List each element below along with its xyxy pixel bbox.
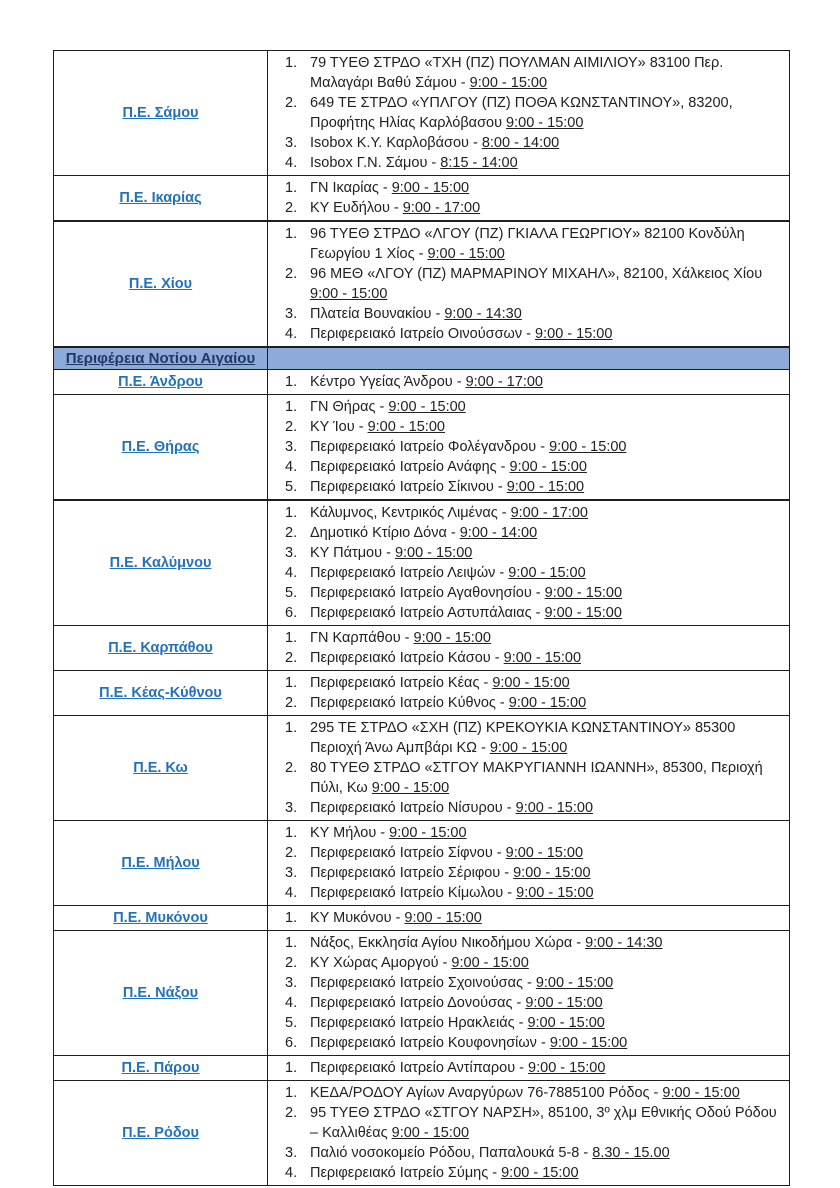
opening-hours: 9:00 - 15:00 [388,399,466,415]
locations-cell [268,821,789,905]
location-text: Περιφερειακό Ιατρείο Σέριφου - [310,865,514,881]
location-text: Περιφερειακό Ιατρείο Ανάφης - [310,459,510,475]
region-row [54,175,789,220]
item-text-wrap [310,417,781,437]
list-item [278,883,781,903]
region-cell [54,222,268,346]
location-text: Περιφερειακό Ιατρείο Σχοινούσας - [310,975,536,991]
item-text-wrap [310,397,781,417]
list-item [278,603,781,623]
list-item [278,823,781,843]
item-text-wrap [310,264,781,304]
location-text: Περιφερειακό Ιατρείο Κίμωλου - [310,885,517,901]
item-number: 3. [285,865,298,881]
item-text-wrap [310,883,781,903]
item-text-wrap [310,93,781,133]
location-text: Περιφερειακό Ιατρείο Αντίπαρου - [310,1060,529,1076]
location-text: Περιφερειακό Ιατρείο Λειψών - [310,565,509,581]
locations-cell [268,671,789,715]
item-text-wrap [310,1103,781,1143]
item-number: 3. [285,975,298,991]
region-link[interactable]: Π.Ε. Ικαρίας [119,189,202,206]
list-item [278,503,781,523]
item-text-wrap [310,224,781,264]
item-number: 5. [285,585,298,601]
location-text: 649 ΤΕ ΣΤΡΔΟ «ΥΠΛΓΟΥ (ΠΖ) ΠΟΘΑ ΚΩΝΣΤΑΝΤΙΝΟΥ», 83200, Προφήτης Ηλίας Καρλόβασου [310,95,733,131]
item-text-wrap [310,543,781,563]
opening-hours: 9:00 - 17:00 [402,200,481,216]
item-number: 1. [285,1060,298,1076]
opening-hours: 9:00 - 15:00 [549,1035,628,1051]
item-number: 3. [285,1145,298,1161]
item-text-wrap [310,673,781,693]
location-text: Περιφερειακό Ιατρείο Κάσου - [310,650,504,666]
opening-hours: 8:15 - 14:00 [440,155,518,171]
location-text: Περιφερειακό Ιατρείο Αστυπάλαιας - [310,605,545,621]
item-text-wrap [310,583,781,603]
item-number: 1. [285,675,298,691]
item-number: 1. [285,825,298,841]
item-number: 3. [285,306,298,322]
region-cell [54,821,268,905]
location-text: ΚΥ Πάτμου - [310,545,395,561]
opening-hours: 9:00 - 15:00 [489,740,568,756]
list-item [278,1013,781,1033]
item-number: 1. [285,399,298,415]
opening-hours: 9:00 - 15:00 [508,695,587,711]
item-text-wrap [310,603,781,623]
item-number: 2. [285,955,298,971]
region-row [54,499,789,625]
item-text-wrap [310,1163,781,1183]
opening-hours: 9:00 - 15:00 [516,885,594,901]
list-item [278,224,781,264]
location-text: Isobox Γ.Ν. Σάμου - [310,155,441,171]
schedule-table [53,50,790,1186]
region-cell [54,395,268,499]
opening-hours: 9:00 - 17:00 [510,505,588,521]
item-number: 1. [285,720,298,736]
list-item [278,648,781,668]
item-number: 2. [285,695,298,711]
list-item [278,993,781,1013]
section-empty-cell [268,348,789,369]
location-text: ΓΝ Θήρας - [310,399,389,415]
region-link[interactable]: Π.Ε. Θήρας [121,438,200,455]
location-text: Περιφερειακό Ιατρείο Αγαθονησίου - [310,585,545,601]
list-item [278,523,781,543]
region-cell [54,1081,268,1185]
item-text-wrap [310,304,781,324]
list-item [278,953,781,973]
list-item [278,718,781,758]
opening-hours: 9:00 - 15:00 [544,605,622,621]
opening-hours: 9:00 - 15:00 [544,585,623,601]
location-text: Περιφερειακό Ιατρείο Νίσυρου - [310,800,516,816]
region-cell [54,671,268,715]
list-item [278,417,781,437]
list-item [278,304,781,324]
region-link[interactable]: Π.Ε. Νάξου [122,984,199,1001]
region-link[interactable]: Π.Ε. Καλύμνου [109,554,212,571]
opening-hours: 9:00 - 15:00 [515,800,594,816]
item-text-wrap [310,178,781,198]
item-number: 3. [285,439,298,455]
item-text-wrap [310,863,781,883]
item-number: 1. [285,935,298,951]
location-text: Περιφερειακό Ιατρείο Κουφονησίων - [310,1035,550,1051]
list-item [278,863,781,883]
section-header-row [54,346,789,369]
opening-hours: 9:00 - 15:00 [513,865,591,881]
location-text: ΚΥ Μυκόνου - [310,910,405,926]
list-item [278,264,781,304]
item-text-wrap [310,523,781,543]
item-text-wrap [310,503,781,523]
opening-hours: 9:00 - 15:00 [451,955,529,971]
item-number: 1. [285,630,298,646]
region-cell [54,716,268,820]
location-text: Περιφερειακό Ιατρείο Σύμης - [310,1165,502,1181]
item-number: 1. [285,55,298,71]
list-item [278,843,781,863]
opening-hours: 9:00 - 15:00 [492,675,570,691]
opening-hours: 9:00 - 15:00 [367,419,445,435]
region-row [54,930,789,1055]
opening-hours: 9:00 - 15:00 [506,479,585,495]
region-cell [54,626,268,670]
opening-hours: 9:00 - 15:00 [506,115,584,131]
item-number: 2. [285,419,298,435]
list-item [278,397,781,417]
region-link[interactable]: Π.Ε. Ρόδου [122,1124,199,1141]
list-item [278,1143,781,1163]
location-text: Περιφερειακό Ιατρείο Σίφνου - [310,845,506,861]
region-row [54,820,789,905]
region-row [54,369,789,394]
item-text-wrap [310,563,781,583]
item-number: 2. [285,845,298,861]
locations-cell [268,1081,789,1185]
location-text: Δημοτικό Κτίριο Δόνα - [310,525,460,541]
location-text: ΓΝ Καρπάθου - [310,630,414,646]
item-text-wrap [310,798,781,818]
location-text: Περιφερειακό Ιατρείο Οινούσσων - [310,326,536,342]
item-number: 1. [285,180,298,196]
item-text-wrap [310,1083,781,1103]
location-text: ΚΥ Χώρας Αμοργού - [310,955,452,971]
item-number: 6. [285,1035,298,1051]
opening-hours: 9:00 - 15:00 [505,845,584,861]
opening-hours: 9:00 - 15:00 [535,326,613,342]
opening-hours: 9:00 - 15:00 [508,565,586,581]
item-number: 1. [285,226,298,242]
opening-hours: 9:00 - 15:00 [427,246,505,262]
list-item [278,1083,781,1103]
item-number: 6. [285,605,298,621]
region-cell [54,51,268,175]
region-cell [54,906,268,930]
location-text: Περιφερειακό Ιατρείο Ηρακλειάς - [310,1015,528,1031]
section-title: Περιφέρεια Νοτίου Αιγαίου [65,350,256,367]
location-text: 295 ΤΕ ΣΤΡΔΟ «ΣΧΗ (ΠΖ) ΚΡΕΚΟΥΚΙΑ ΚΩΝΣΤΑΝΤΙΝΟΥ» 85300 Περιοχή Άνω Αμπβάρι ΚΩ - [310,720,736,756]
locations-cell [268,501,789,625]
region-link[interactable]: Π.Ε. Μυκόνου [113,909,208,926]
list-item [278,324,781,344]
item-text-wrap [310,457,781,477]
list-item [278,372,781,392]
list-item [278,563,781,583]
list-item [278,198,781,218]
location-text: Περιφερειακό Ιατρείο Δονούσας - [310,995,526,1011]
list-item [278,583,781,603]
list-item [278,1163,781,1183]
opening-hours: 9:00 - 15:00 [469,75,548,91]
list-item [278,628,781,648]
item-text-wrap [310,953,781,973]
item-number: 4. [285,155,298,171]
region-cell [54,370,268,394]
opening-hours: 9:00 - 15:00 [503,650,582,666]
location-text: Πλατεία Βουνακίου - [310,306,445,322]
item-text-wrap [310,1013,781,1033]
locations-cell [268,51,789,175]
opening-hours: 9:00 - 15:00 [509,459,587,475]
region-link[interactable]: Π.Ε. Κέας-Κύθνου [99,684,222,701]
locations-cell [268,716,789,820]
locations-cell [268,176,789,220]
item-number: 4. [285,1165,298,1181]
item-number: 2. [285,200,298,216]
item-text-wrap [310,758,781,798]
item-text-wrap [310,843,781,863]
item-text-wrap [310,993,781,1013]
item-number: 5. [285,479,298,495]
item-text-wrap [310,477,781,497]
region-link[interactable]: Π.Ε. Χίου [128,275,193,292]
list-item [278,178,781,198]
item-number: 4. [285,326,298,342]
item-text-wrap [310,908,781,928]
opening-hours: 9:00 - 15:00 [549,439,627,455]
opening-hours: 9:00 - 15:00 [394,545,473,561]
region-row [54,1080,789,1185]
location-text: Περιφερειακό Ιατρείο Σίκινου - [310,479,507,495]
item-number: 1. [285,374,298,390]
opening-hours: 9:00 - 17:00 [465,374,543,390]
item-text-wrap [310,153,781,173]
list-item [278,693,781,713]
item-number: 2. [285,266,298,282]
opening-hours: 9:00 - 15:00 [535,975,614,991]
item-text-wrap [310,823,781,843]
location-text: 96 ΤΥΕΘ ΣΤΡΔΟ «ΛΓΟΥ (ΠΖ) ΓΚΙΑΛΑ ΓΕΩΡΓΙΟΥ» 82100 Κονδύλη Γεωργίου 1 Χίος - [310,226,745,262]
region-row [54,715,789,820]
region-row [54,220,789,346]
location-text: Παλιό νοσοκομείο Ρόδου, Παπαλουκά 5-8 - [310,1145,593,1161]
item-text-wrap [310,693,781,713]
list-item [278,93,781,133]
item-text-wrap [310,372,781,392]
list-item [278,457,781,477]
location-text: Περιφερειακό Ιατρείο Κύθνος - [310,695,509,711]
list-item [278,673,781,693]
item-number: 2. [285,95,298,111]
location-text: Κάλυμνος, Κεντρικός Λιμένας - [310,505,511,521]
opening-hours: 9:00 - 15:00 [527,1015,605,1031]
locations-cell [268,626,789,670]
locations-cell [268,931,789,1055]
opening-hours: 9:00 - 14:30 [585,935,663,951]
location-text: 95 ΤΥΕΘ ΣΤΡΔΟ «ΣΤΓΟΥ ΝΑΡΣΗ», 85100, 3º χλμ Εθνικής Οδού Ρόδου – Καλλιθέας [310,1105,777,1141]
opening-hours: 8:00 - 14:00 [481,135,560,151]
item-text-wrap [310,1058,781,1078]
item-number: 2. [285,760,298,776]
region-cell [54,176,268,220]
location-text: Περιφερειακό Ιατρείο Κέας - [310,675,493,691]
list-item [278,1103,781,1143]
region-link[interactable]: Π.Ε. Άνδρου [118,373,203,390]
region-link[interactable]: Π.Ε. Μήλου [121,854,200,871]
item-number: 4. [285,995,298,1011]
item-number: 4. [285,885,298,901]
opening-hours: 9:00 - 14:00 [459,525,538,541]
location-text: Περιφερειακό Ιατρείο Φολέγανδρου - [310,439,550,455]
opening-hours: 9:00 - 15:00 [391,180,470,196]
locations-cell [268,906,789,930]
locations-cell [268,370,789,394]
region-row [54,670,789,715]
opening-hours: 9:00 - 15:00 [371,780,450,796]
item-text-wrap [310,133,781,153]
opening-hours: 9:00 - 15:00 [528,1060,606,1076]
list-item [278,798,781,818]
item-text-wrap [310,718,781,758]
location-text: ΓΝ Ικαρίας - [310,180,392,196]
list-item [278,1033,781,1053]
opening-hours: 9:00 - 14:30 [444,306,522,322]
location-text: ΚΕΔΑ/ΡΟΔΟΥ Αγίων Αναργύρων 76-7885100 Ρόδος - [310,1085,663,1101]
item-text-wrap [310,1033,781,1053]
item-number: 5. [285,1015,298,1031]
location-text: Κέντρο Υγείας Άνδρου - [310,374,466,390]
locations-cell [268,1056,789,1080]
item-text-wrap [310,973,781,993]
list-item [278,53,781,93]
item-number: 3. [285,545,298,561]
region-row [54,1055,789,1080]
item-number: 3. [285,800,298,816]
item-text-wrap [310,198,781,218]
region-cell [54,501,268,625]
list-item [278,1058,781,1078]
item-number: 2. [285,650,298,666]
opening-hours: 9:00 - 15:00 [389,825,467,841]
locations-cell [268,395,789,499]
item-text-wrap [310,437,781,457]
region-link[interactable]: Π.Ε. Κω [133,759,188,776]
region-row [54,905,789,930]
opening-hours: 9:00 - 15:00 [310,286,388,302]
location-text: Isobox Κ.Υ. Καρλοβάσου - [310,135,482,151]
opening-hours: 9:00 - 15:00 [662,1085,740,1101]
list-item [278,437,781,457]
region-link[interactable]: Π.Ε. Καρπάθου [108,639,213,656]
locations-cell [268,222,789,346]
item-text-wrap [310,628,781,648]
item-number: 3. [285,135,298,151]
item-number: 4. [285,565,298,581]
item-text-wrap [310,1143,781,1163]
list-item [278,933,781,953]
item-number: 1. [285,505,298,521]
region-row [54,625,789,670]
opening-hours: 9:00 - 15:00 [391,1125,470,1141]
opening-hours: 9:00 - 15:00 [525,995,603,1011]
region-cell [54,1056,268,1080]
list-item [278,153,781,173]
item-number: 1. [285,1085,298,1101]
item-number: 2. [285,525,298,541]
item-text-wrap [310,933,781,953]
location-text: 79 ΤΥΕΘ ΣΤΡΔΟ «ΤΧΗ (ΠΖ) ΠΟΥΛΜΑΝ ΑΙΜΙΛΙΟΥ» 83100 Περ. Μαλαγάρι Βαθύ Σάμου - [310,55,724,91]
opening-hours: 9:00 - 15:00 [413,630,491,646]
location-text: 96 ΜΕΘ «ΛΓΟΥ (ΠΖ) ΜΑΡΜΑΡΙΝΟΥ ΜΙΧΑΗΛ», 82100, Χάλκειος Χίου [310,266,763,282]
list-item [278,133,781,153]
opening-hours: 9:00 - 15:00 [404,910,482,926]
location-text: Νάξος, Εκκλησία Αγίου Νικοδήμου Χώρα - [310,935,586,951]
item-text-wrap [310,53,781,93]
region-link[interactable]: Π.Ε. Πάρου [121,1059,200,1076]
opening-hours: 8.30 - 15.00 [592,1145,670,1161]
list-item [278,973,781,993]
list-item [278,477,781,497]
location-text: 80 ΤΥΕΘ ΣΤΡΔΟ «ΣΤΓΟΥ ΜΑΚΡΥΓΙΑΝΝΗ ΙΩΑΝΝΗ», 85300, Περιοχή Πύλι, Κω [310,760,763,796]
item-number: 4. [285,459,298,475]
region-row [54,394,789,499]
opening-hours: 9:00 - 15:00 [501,1165,579,1181]
location-text: ΚΥ Ευδήλου - [310,200,403,216]
list-item [278,543,781,563]
item-text-wrap [310,324,781,344]
item-number: 2. [285,1105,298,1121]
item-text-wrap [310,648,781,668]
region-cell [54,931,268,1055]
list-item [278,758,781,798]
location-text: ΚΥ Ίου - [310,419,368,435]
location-text: ΚΥ Μήλου - [310,825,390,841]
list-item [278,908,781,928]
region-link[interactable]: Π.Ε. Σάμου [122,104,199,121]
section-title-cell [54,348,268,369]
item-number: 1. [285,910,298,926]
region-row [54,51,789,175]
